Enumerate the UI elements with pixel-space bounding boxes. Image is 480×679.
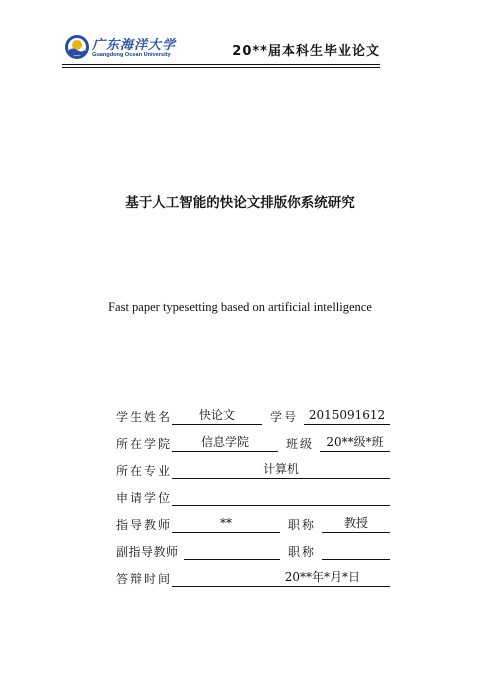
defense-date-value: 20**年*月*日	[284, 570, 360, 584]
co-advisor-field[interactable]	[184, 542, 280, 560]
college-label: 所在学院	[116, 437, 173, 451]
advisor-field[interactable]: **	[172, 515, 280, 533]
advisor-title-field[interactable]: 教授	[322, 515, 390, 533]
row-college	[116, 432, 394, 459]
co-advisor-title-label: 职称	[288, 545, 317, 559]
major-label: 所在专业	[116, 464, 173, 478]
advisor-title-label: 职称	[288, 518, 317, 532]
thesis-title-chinese: 基于人工智能的快论文排版你系统研究	[125, 195, 355, 211]
logo-chinese-name: 广东海洋大学	[92, 38, 177, 53]
page-header	[0, 0, 480, 70]
header-title: 20**届本科生毕业论文	[232, 44, 380, 59]
row-advisor	[116, 513, 394, 540]
student-name-label: 学生姓名	[116, 410, 173, 424]
header-rule-thin	[62, 67, 380, 68]
row-co-advisor	[116, 540, 394, 567]
defense-date-label: 答辩时间	[116, 572, 173, 586]
row-defense-date	[116, 567, 394, 594]
row-student-name	[116, 405, 394, 432]
defense-date-field[interactable]	[172, 569, 390, 587]
class-label: 班级	[286, 437, 315, 451]
student-info-form	[116, 405, 394, 594]
college-field[interactable]: 信息学院	[172, 434, 278, 452]
student-id-label: 学号	[270, 410, 299, 424]
degree-label: 申请学位	[116, 491, 173, 505]
university-logo	[64, 34, 186, 64]
university-emblem-icon	[64, 34, 90, 60]
degree-field[interactable]	[172, 488, 390, 506]
row-major	[116, 459, 394, 486]
thesis-title-english: Fast paper typesetting based on artificial intelligence	[108, 300, 372, 314]
student-id-field[interactable]: 2015091612	[304, 407, 390, 425]
logo-english-name: Guangdong Ocean University	[92, 52, 171, 58]
co-advisor-title-field[interactable]	[322, 542, 390, 560]
co-advisor-label: 副指导教师	[116, 545, 179, 559]
student-name-field[interactable]: 快论文	[172, 407, 262, 425]
row-degree	[116, 486, 394, 513]
major-field[interactable]: 计算机	[172, 461, 390, 479]
class-field[interactable]: 20**级*班	[320, 434, 390, 452]
advisor-label: 指导教师	[116, 518, 173, 532]
header-rule-thick	[62, 64, 380, 65]
